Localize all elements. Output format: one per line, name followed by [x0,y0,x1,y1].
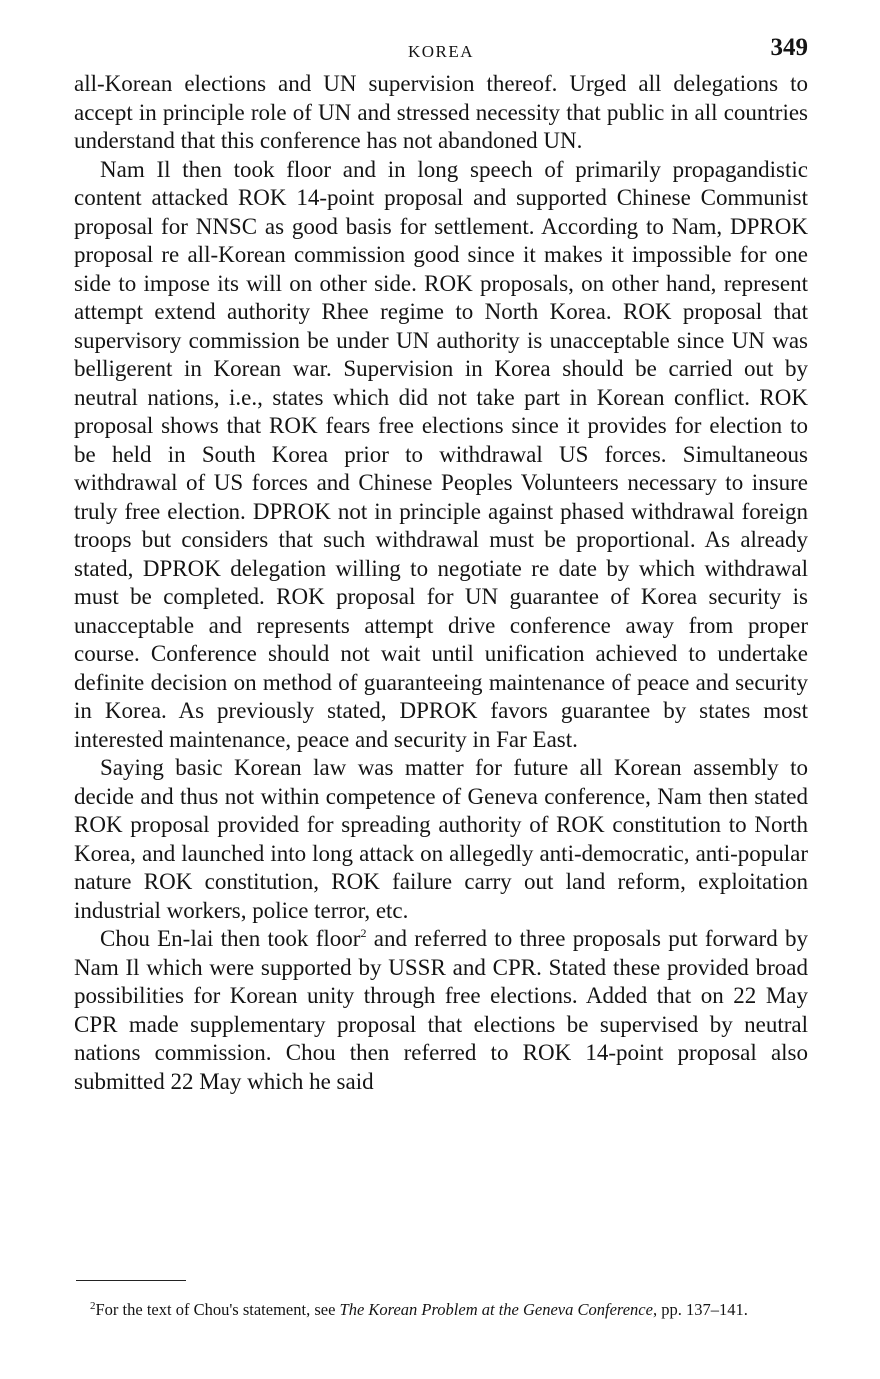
page [74,34,808,1096]
footnote-citation-title: The Korean Problem at the Geneva Conference [339,1300,653,1319]
footnote-divider [76,1280,186,1281]
footnote-reference[interactable]: 2 [360,926,367,940]
footnote-marker: 2 [90,1300,96,1312]
paragraph-chou-en-lai [74,925,808,1096]
footnote-text-start: For the text of Chou's statement, see [95,1300,340,1319]
page-number: 349 [770,34,808,61]
footnote-text-end: , pp. 137–141. [652,1300,748,1319]
running-head [74,34,808,70]
body-text [74,70,808,1096]
paragraph-continued: all-Korean elections and UN supervision thereof. Urged all delegations to accept in principle role of UN and stressed necessity that public in all countries understand that this conference has not abandoned UN. [74,71,808,153]
running-title: KOREA [407,42,475,61]
paragraph-chou-text-start: Chou En-lai then took floor [100,926,361,951]
paragraph-chou-text-end: and referred to three proposals put forward by Nam Il which were supported by USSR and CPR. Stated these provided broad possibilities for Korean unity through free elections. Added that on 22 May CPR made supplementary proposal that elections be supervised by neutral nations commission. Chou then referred to ROK 14-point proposal also submitted 22 May which he said [74,926,808,1094]
paragraph-nam-il-speech: Nam Il then took floor and in long speech of primarily propagandistic content attacked ROK 14-point proposal and supported Chinese Communist proposal for NNSC as good basis for settlement. According to Nam, DPROK proposal re all-Korean commission good since it makes it impossible for one side to impose its will on other side. ROK proposals, on other hand, represent attempt extend authority Rhee regime to North Korea. ROK proposal that supervisory commission be under UN authority is unacceptable since UN was belligerent in Korean war. Supervision in Korea should be carried out by neutral nations, i.e., states which did not take part in Korean conflict. ROK proposal shows that ROK fears free elections since it provides for election to be held in South Korea prior to withdrawal US forces. Simultaneous withdrawal of US forces and Chinese Peoples Volunteers necessary to insure truly free election. DPROK not in principle against phased withdrawal foreign troops but considers that such withdrawal must be proportional. As already stated, DPROK delegation willing to negotiate re date by which withdrawal must be completed. ROK proposal for UN guarantee of Korea security is unacceptable and represents attempt drive conference away from proper course. Conference should not wait until unification achieved to undertake definite decision on method of guaranteeing maintenance of peace and security in Korea. As previously stated, DPROK favors guarantee by states most interested maintenance, peace and security in Far East. [74,156,808,752]
footnote [76,1300,808,1320]
paragraph-korean-law: Saying basic Korean law was matter for future all Korean assembly to decide and thus not within competence of Geneva conference, Nam then stated ROK proposal provided for spreading authority of ROK constitution to North Korea, and launched into long attack on allegedly anti-democratic, anti-popular nature ROK constitution, ROK failure carry out land reform, exploitation industrial workers, police terror, etc. [74,755,808,923]
